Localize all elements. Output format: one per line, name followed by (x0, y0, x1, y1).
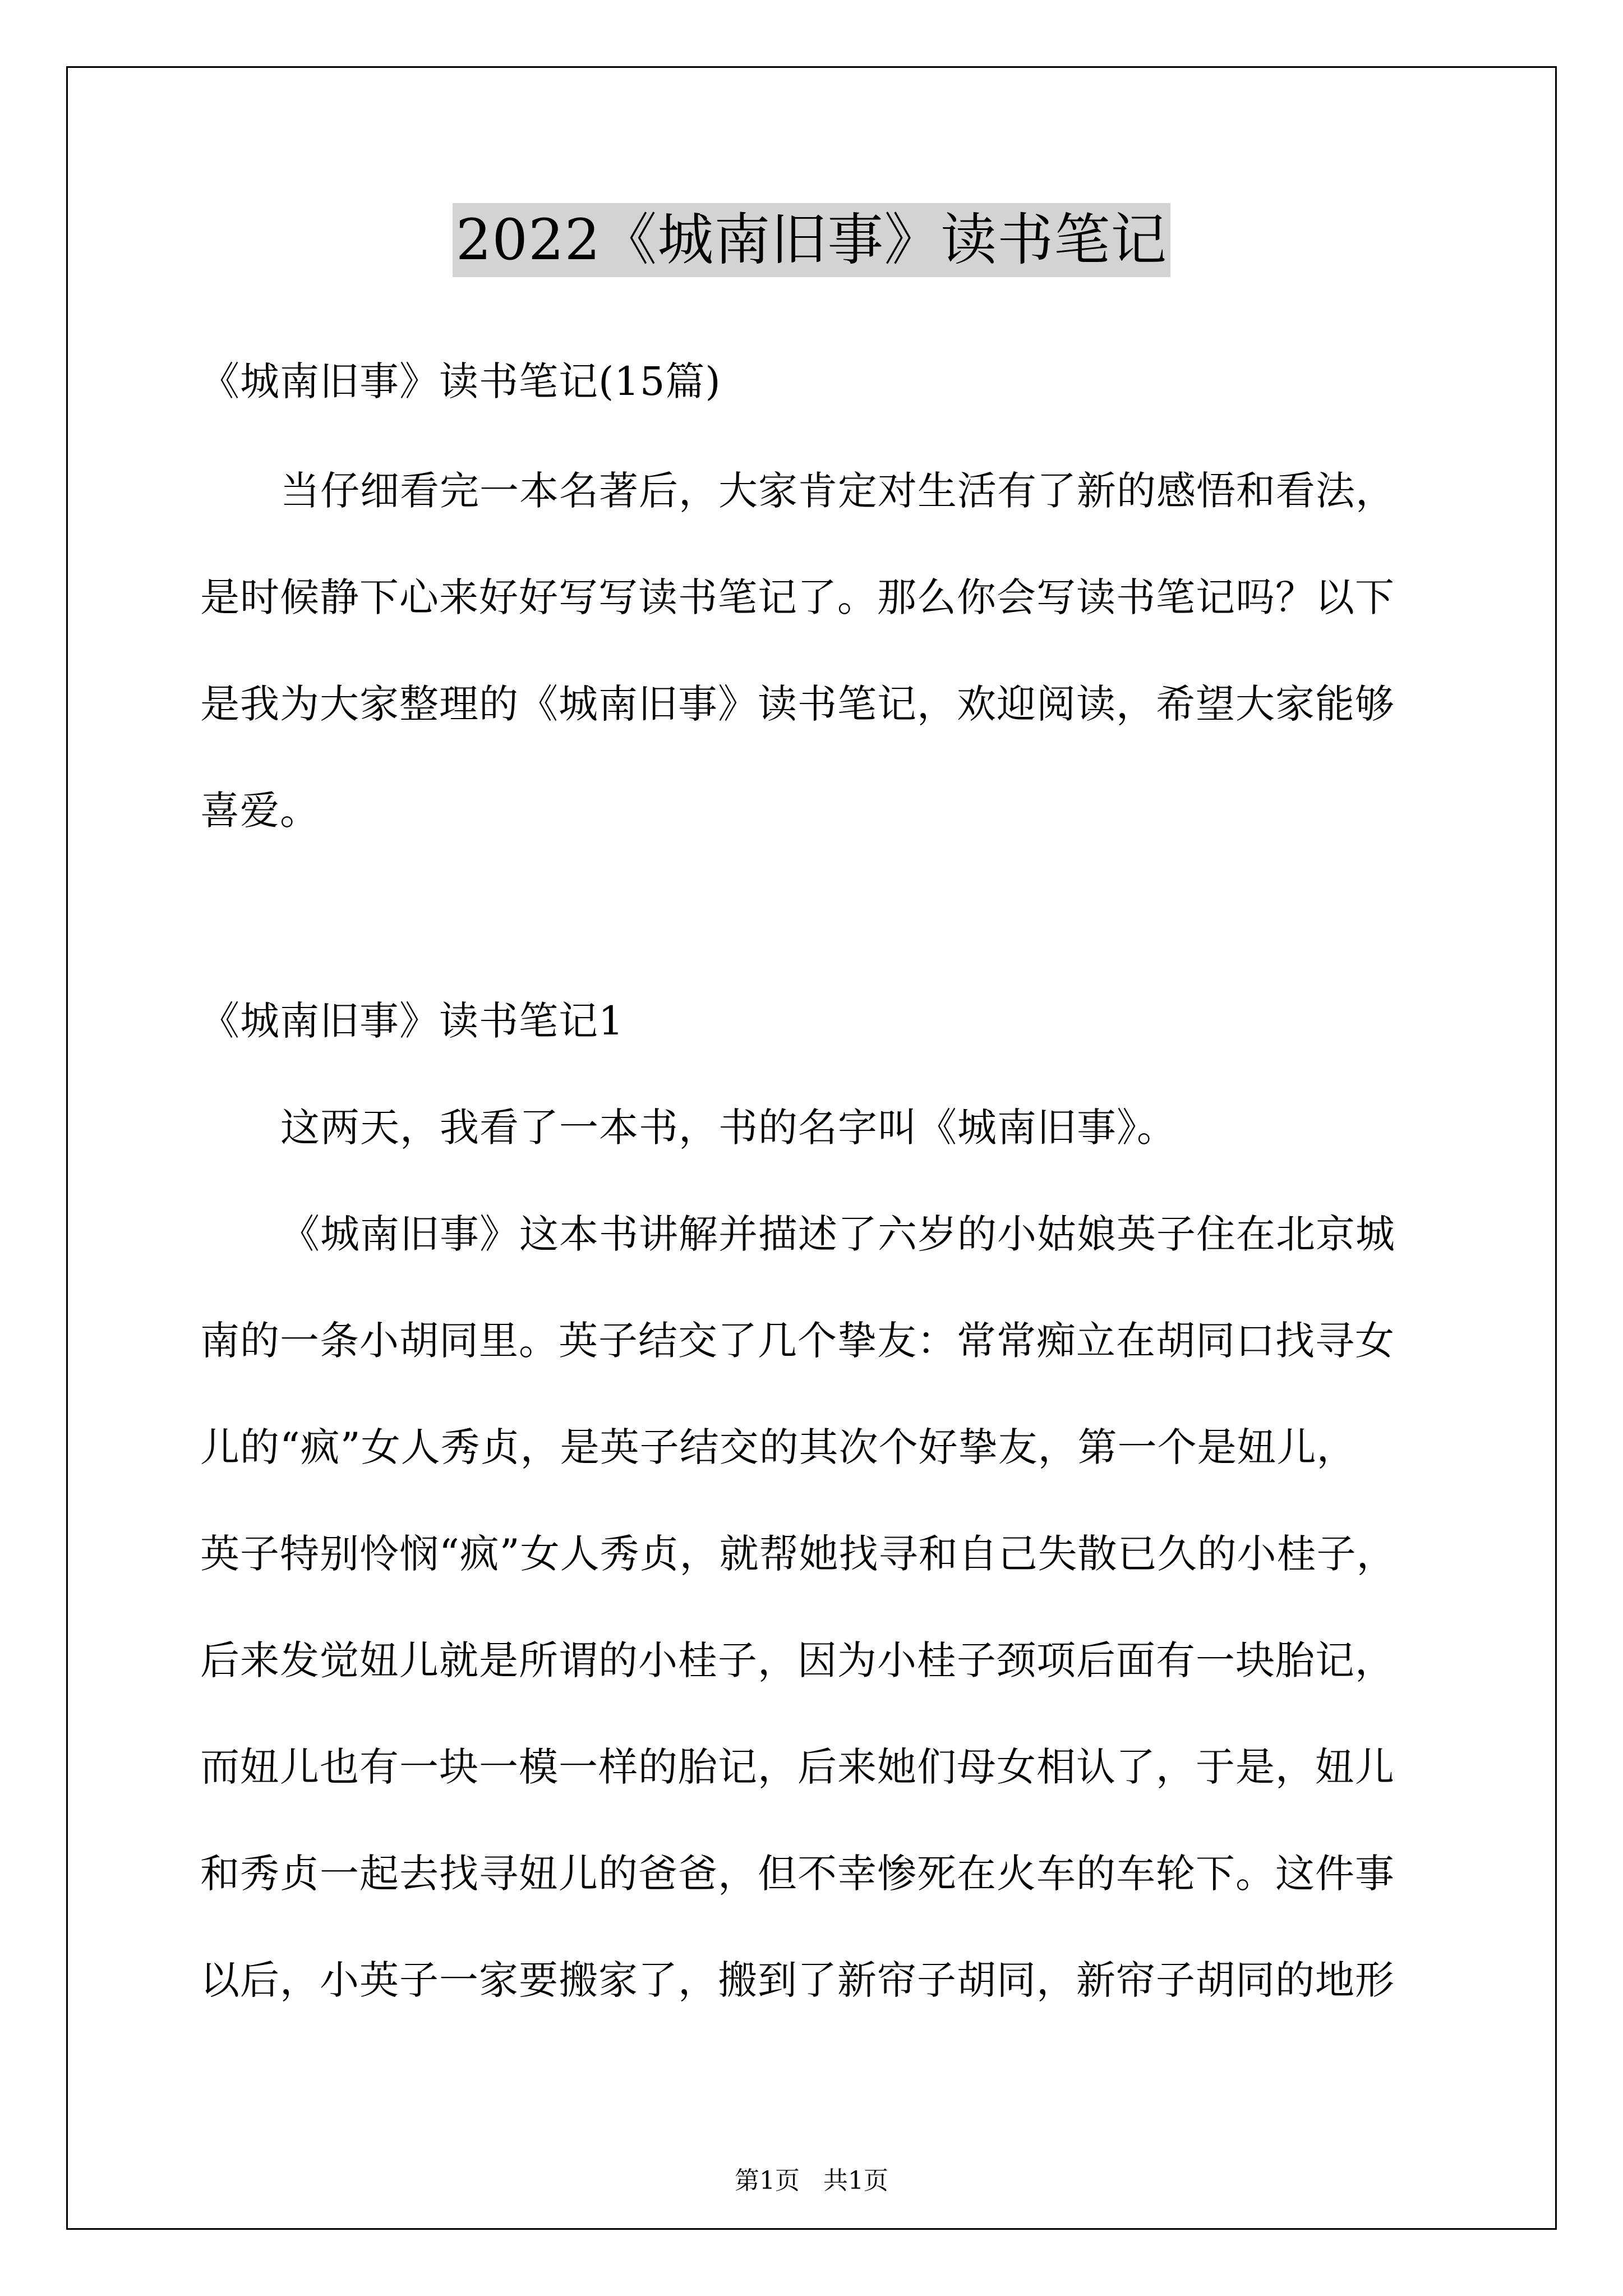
paragraph-line: 《城南旧事》这本书讲解并描述了六岁的小姑娘英子住在北京城 (280, 1211, 1395, 1257)
title-container (0, 203, 1623, 277)
page-footer: 第1页 共1页 (735, 2166, 888, 2195)
paragraph-line: 和秀贞一起去找寻妞儿的爸爸，但不幸惨死在火车的车轮下。这件事 (200, 1851, 1395, 1897)
paragraph-line: 儿的“疯”女人秀贞，是英子结交的其次个好挚友，第一个是妞儿， (200, 1424, 1357, 1470)
document-title: 2022《城南旧事》读书笔记 (453, 203, 1171, 277)
paragraph-line: 英子特别怜悯“疯”女人秀贞，就帮她找寻和自己失散已久的小桂子， (200, 1531, 1396, 1577)
intro-line: 是我为大家整理的《城南旧事》读书笔记，欢迎阅读，希望大家能够 (200, 681, 1395, 727)
paragraph-line: 而妞儿也有一块一模一样的胎记，后来她们母女相认了，于是，妞儿 (200, 1744, 1395, 1790)
intro-line: 当仔细看完一本名著后，大家肯定对生活有了新的感悟和看法， (280, 468, 1395, 514)
intro-line: 喜爱。 (200, 788, 320, 834)
paragraph-line: 后来发觉妞儿就是所谓的小桂子，因为小桂子颈项后面有一块胎记， (200, 1637, 1395, 1683)
section-heading: 《城南旧事》读书笔记1 (200, 998, 624, 1044)
document-subtitle: 《城南旧事》读书笔记(15篇) (200, 358, 721, 404)
paragraph-line: 这两天，我看了一本书，书的名字叫《城南旧事》。 (280, 1105, 1177, 1151)
paragraph-line: 以后，小英子一家要搬家了，搬到了新帘子胡同，新帘子胡同的地形 (200, 1957, 1395, 2003)
paragraph-line: 南的一条小胡同里。英子结交了几个挚友：常常痴立在胡同口找寻女 (200, 1318, 1395, 1364)
intro-line: 是时候静下心来好好写写读书笔记了。那么你会写读书笔记吗？以下 (200, 574, 1395, 620)
